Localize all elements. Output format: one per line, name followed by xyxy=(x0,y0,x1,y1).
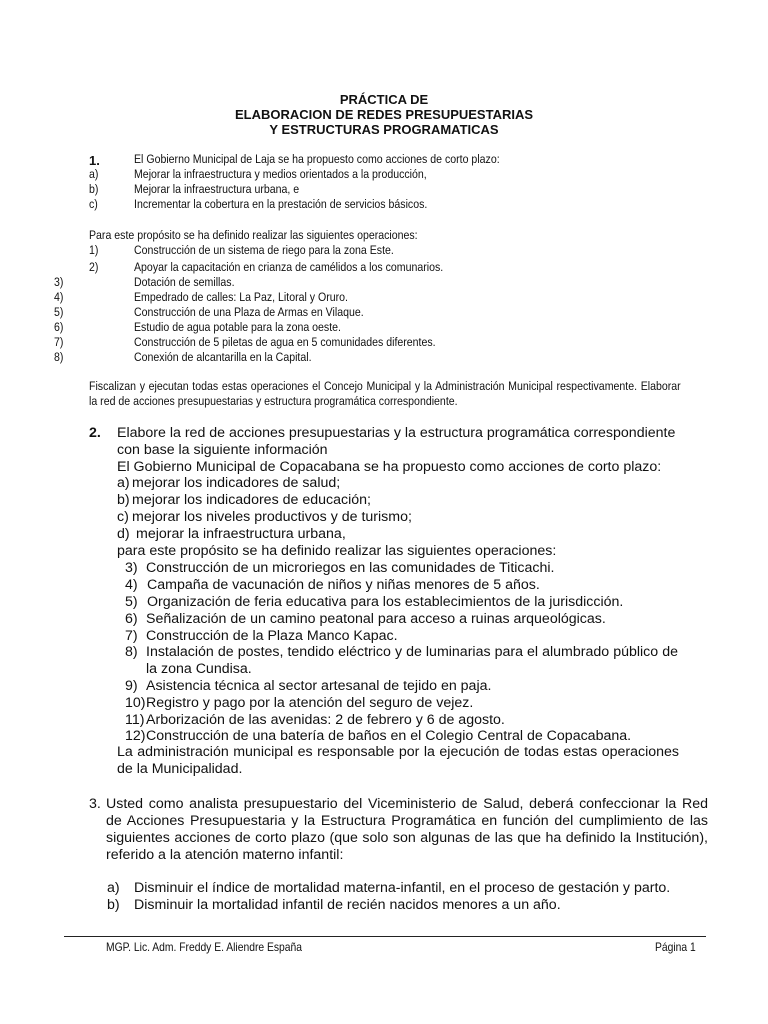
section-3-text: Usted como analista presupuestario del Viceministerio de Salud, deberá confeccionar la Red de Acciones Presupuestaria y la Estructura Programática en función del cumplimiento de las siguientes acciones de corto plazo (que solo son algunas de las que ha definido la Institución), referido a la atención materno infantil: xyxy=(106,796,708,863)
action-text: Mejorar la infraestructura y medios orientados a la producción, xyxy=(134,167,427,181)
section-2-intro-line-2: con base la siguiente información xyxy=(117,442,328,458)
title-line-3: Y ESTRUCTURAS PROGRAMATICAS xyxy=(269,122,499,137)
section-1-closing: Fiscalizan y ejecutan todas estas operaciones el Concejo Municipal y la Administración Municipal respectivamente. Elaborar la red de acciones presupuestarias y estructura programática correspondiente. xyxy=(89,379,681,408)
action-label: b) xyxy=(117,492,130,508)
action-label: a) xyxy=(117,475,130,491)
action-text: mejorar la infraestructura urbana, xyxy=(136,526,346,542)
operation-label: 4) xyxy=(125,577,138,593)
action-label: d) xyxy=(117,526,130,542)
operation-label: 7) xyxy=(125,628,138,644)
operation-text-continued: la zona Cundisa. xyxy=(146,661,252,677)
action-label: a) xyxy=(107,880,120,896)
operation-text: Asistencia técnica al sector artesanal de tejido en paja. xyxy=(146,678,492,694)
operation-label: 4) xyxy=(54,290,64,304)
operation-text: Organización de feria educativa para los establecimientos de la jurisdicción. xyxy=(147,594,624,610)
operation-label: 3) xyxy=(125,560,138,576)
operation-text: Arborización de las avenidas: 2 de febrero y 6 de agosto. xyxy=(146,712,505,728)
section-2-number: 2. xyxy=(89,425,101,441)
operation-text: Construcción de una batería de baños en el Colegio Central de Copacabana. xyxy=(146,728,632,744)
operation-text: Apoyar la capacitación en crianza de camélidos a los comunarios. xyxy=(134,260,444,274)
action-label: b) xyxy=(89,182,99,196)
section-3-number: 3. xyxy=(89,796,101,812)
operation-label: 10) xyxy=(125,695,146,711)
operation-text: Empedrado de calles: La Paz, Litoral y Oruro. xyxy=(134,290,348,304)
operation-text: Conexión de alcantarilla en la Capital. xyxy=(134,350,312,364)
action-text: mejorar los indicadores de educación; xyxy=(132,492,371,508)
operation-label: 5) xyxy=(54,305,64,319)
action-text: Incrementar la cobertura en la prestación de servicios básicos. xyxy=(134,197,428,211)
section-1-number: 1. xyxy=(89,153,100,168)
operation-label: 6) xyxy=(54,320,64,334)
action-text: mejorar los niveles productivos y de turismo; xyxy=(132,509,412,525)
footer-page-number: Página 1 xyxy=(655,940,696,954)
title-line-1: PRÁCTICA DE xyxy=(339,92,429,107)
operation-label: 1) xyxy=(89,243,99,257)
operation-label: 8) xyxy=(125,644,138,660)
operation-label: 12) xyxy=(125,728,146,744)
action-text: Disminuir la mortalidad infantil de recién nacidos menores a un año. xyxy=(134,897,561,913)
operation-label: 2) xyxy=(89,260,99,274)
operation-label: 6) xyxy=(125,611,138,627)
action-text: Disminuir el índice de mortalidad materna-infantil, en el proceso de gestación y parto. xyxy=(134,880,671,896)
title-line-2: ELABORACION DE REDES PRESUPUESTARIAS xyxy=(234,107,534,122)
action-text: mejorar los indicadores de salud; xyxy=(132,475,341,491)
operations-intro: Para este propósito se ha definido realizar las siguientes operaciones: xyxy=(89,228,418,242)
operation-text: Instalación de postes, tendido eléctrico y de luminarias para el alumbrado público de xyxy=(146,644,678,660)
action-label: c) xyxy=(117,509,129,525)
operation-text: Registro y pago por la atención del seguro de vejez. xyxy=(146,695,474,711)
operations-intro: para este propósito se ha definido realizar las siguientes operaciones: xyxy=(117,543,557,559)
operation-label: 3) xyxy=(54,275,64,289)
operation-text: Construcción de un microriegos en las comunidades de Titicachi. xyxy=(146,560,555,576)
operation-text: Estudio de agua potable para la zona oeste. xyxy=(134,320,341,334)
operation-label: 9) xyxy=(125,678,138,694)
operation-text: Construcción de un sistema de riego para la zona Este. xyxy=(134,243,394,257)
operation-text: Construcción de 5 piletas de agua en 5 comunidades diferentes. xyxy=(134,335,436,349)
operation-label: 11) xyxy=(125,712,145,728)
operation-label: 8) xyxy=(54,350,64,364)
action-text: Mejorar la infraestructura urbana, e xyxy=(134,182,300,196)
action-label: c) xyxy=(89,197,98,211)
operation-text: Dotación de semillas. xyxy=(134,275,235,289)
operation-text: Construcción de la Plaza Manco Kapac. xyxy=(146,628,398,644)
action-label: b) xyxy=(107,897,120,913)
operation-text: Construcción de una Plaza de Armas en Vilaque. xyxy=(134,305,364,319)
footer-author: MGP. Lic. Adm. Freddy E. Aliendre España xyxy=(106,940,302,954)
operation-label: 5) xyxy=(125,594,138,610)
action-label: a) xyxy=(89,167,99,181)
operation-label: 7) xyxy=(54,335,64,349)
section-2-government: El Gobierno Municipal de Copacabana se ha propuesto como acciones de corto plazo: xyxy=(117,459,662,475)
operation-text: Señalización de un camino peatonal para acceso a ruinas arqueológicas. xyxy=(146,611,606,627)
section-1-intro: El Gobierno Municipal de Laja se ha propuesto como acciones de corto plazo: xyxy=(134,152,500,166)
operation-text: Campaña de vacunación de niños y niñas menores de 5 años. xyxy=(147,577,540,593)
section-2-closing: La administración municipal es responsable por la ejecución de todas estas operaciones de la Municipalidad. xyxy=(117,744,679,777)
section-2-intro-line-1: Elabore la red de acciones presupuestarias y la estructura programática correspondiente xyxy=(117,425,676,441)
footer-divider xyxy=(64,936,706,937)
